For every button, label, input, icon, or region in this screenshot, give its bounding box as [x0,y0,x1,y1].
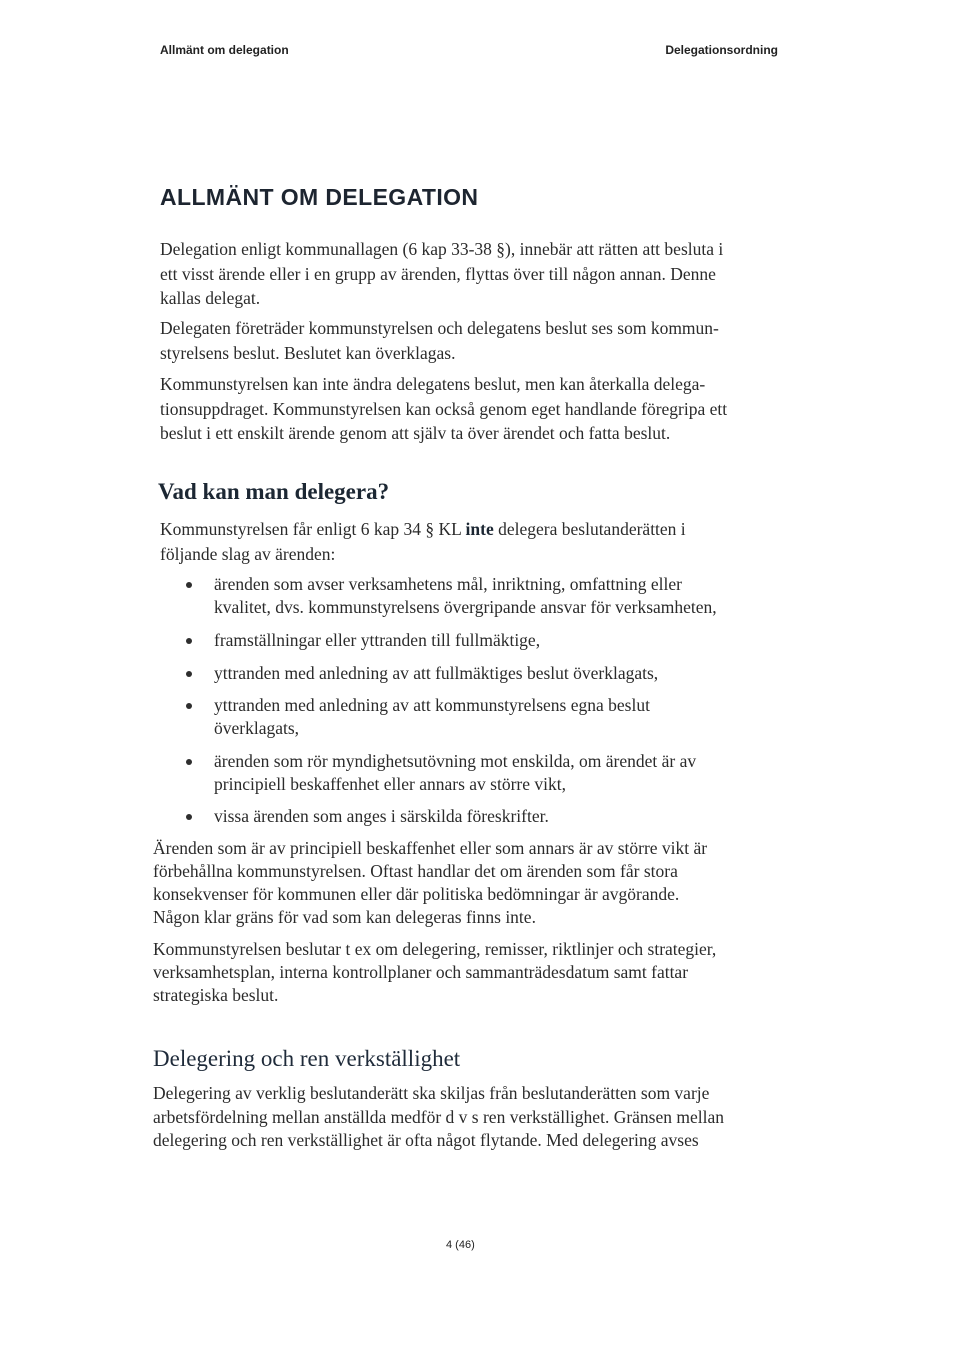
list-item [186,750,696,795]
text-line: beslut i ett enskilt ärende genom att själv ta över ärendet och fatta beslut. [160,423,671,443]
text-line: verksamhetsplan, interna kontrollplaner och sammanträdesdatum samt fattar [153,962,689,982]
section-heading-what-can-be-delegated: Vad kan man delegera? [158,479,390,504]
text-line: vissa ärenden som anges i särskilda föreskrifter. [214,806,549,826]
paragraph-board-decides [153,938,716,1007]
list-item [186,694,650,739]
paragraph-delegate-represents [160,316,719,365]
paragraph-not-delegable-intro [160,517,686,566]
list-item [186,629,540,652]
text-line [160,517,686,542]
text-line: Delegaten företräder kommunstyrelsen och delegatens beslut ses som kommun- [160,318,719,338]
text-line: överklagats, [214,717,300,738]
paragraph-principal-matters [153,837,707,929]
text-line: ärenden som rör myndighetsutövning mot enskilda, om ärendet är av [214,751,697,771]
text-line: delegering och ren verkställighet är ofta något flytande. Med delegering avses [153,1130,699,1150]
section-heading-delegation-vs-execution: Delegering och ren verkställighet [153,1046,461,1071]
text-line: Delegering av verklig beslutanderätt ska skiljas från beslutanderätten som varje [153,1083,710,1103]
text-line: strategiska beslut. [153,985,279,1005]
list-item [186,573,717,618]
bullet-icon [186,814,192,820]
text-line: förbehållna kommunstyrelsen. Oftast handlar det om ärenden som får stora [153,861,678,881]
bullet-icon [186,671,192,677]
page-number: 4 (46) [446,1239,475,1251]
text-line: kallas delegat. [160,288,261,308]
text-line: följande slag av ärenden: [160,543,336,564]
text-line: kvalitet, dvs. kommunstyrelsens övergripande ansvar för verksamheten, [214,596,717,617]
text-line: Kommunstyrelsen kan inte ändra delegatens beslut, men kan återkalla delega- [160,374,706,394]
running-header-right: Delegationsordning [665,43,778,57]
intro-emphasis: inte [465,519,494,539]
text-line: yttranden med anledning av att kommunstyrelsens egna beslut [214,695,650,715]
text-line: framställningar eller yttranden till fullmäktige, [214,630,541,650]
text-line: ärenden som avser verksamhetens mål, inriktning, omfattning eller [214,574,682,594]
bullet-icon [186,638,192,644]
text-line: Ärenden som är av principiell beskaffenhet eller som annars är av större vikt är [153,838,708,858]
bullet-icon [186,759,192,765]
text-line: ett visst ärende eller i en grupp av ärenden, flyttas över till någon annan. Denne [160,263,716,284]
text-line: styrelsens beslut. Beslutet kan överklagas. [160,342,456,363]
bullet-icon [186,703,192,709]
text-line: Kommunstyrelsen beslutar t ex om delegering, remisser, riktlinjer och strategier, [153,939,717,959]
intro-text-after: delegera beslutanderätten i [493,519,686,539]
list-item [186,805,549,828]
bullet-icon [186,582,192,588]
text-line: tionsuppdraget. Kommunstyrelsen kan också genom eget handlande föregripa ett [160,398,728,419]
text-line: Någon klar gräns för vad som kan delegeras finns inte. [153,907,536,927]
paragraph-delegation-vs-execution [153,1082,724,1153]
intro-text-before: Kommunstyrelsen får enligt 6 kap 34 § KL [160,519,466,539]
text-line: konsekvenser för kommunen eller där politiska bedömningar är avgörande. [153,884,680,904]
running-header-left: Allmänt om delegation [160,43,289,57]
text-line: yttranden med anledning av att fullmäktiges beslut överklagats, [214,663,659,683]
text-line: principiell beskaffenhet eller annars av större vikt, [214,773,566,794]
text-line: arbetsfördelning mellan anställda medför d v s ren verkställighet. Gränsen mellan [153,1106,724,1127]
list-item [186,662,658,685]
text-line: Delegation enligt kommunallagen (6 kap 33-38 §), innebär att rätten att besluta i [160,239,724,259]
page-title: ALLMÄNT OM DELEGATION [160,184,479,210]
paragraph-delegation-definition [160,237,723,311]
paragraph-revoke-delegation [160,372,727,446]
